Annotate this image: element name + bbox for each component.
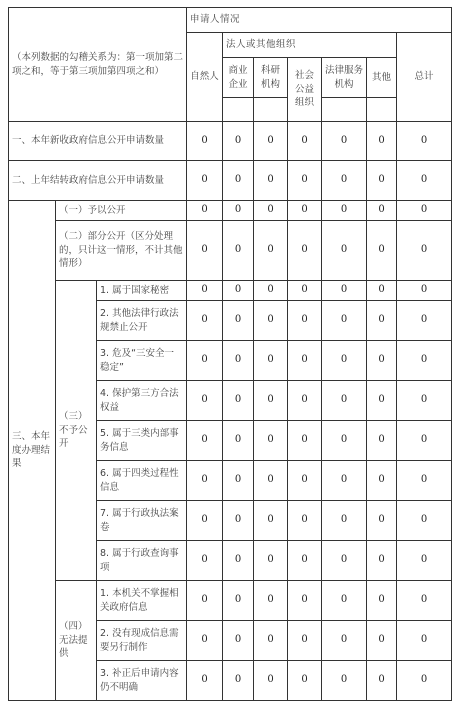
cell-value: 0 [397, 421, 452, 461]
cell-value: 0 [397, 281, 452, 301]
cell-value: 0 [187, 201, 223, 221]
legal-service-header-spacer [322, 98, 367, 122]
cell-value: 0 [223, 161, 254, 201]
cell-value: 0 [322, 421, 367, 461]
cell-value: 0 [187, 421, 223, 461]
row-label: 一、本年新收政府信息公开申请数量 [9, 122, 187, 161]
research-header-spacer [254, 98, 288, 122]
row-label: 7. 属于行政执法案卷 [97, 501, 187, 541]
cell-value: 0 [223, 301, 254, 341]
cell-value: 0 [187, 301, 223, 341]
cannot-provide-label: （四）无法提供 [56, 581, 97, 701]
cell-value: 0 [223, 661, 254, 701]
row-label: 二、上年结转政府信息公开申请数量 [9, 161, 187, 201]
row-label: （一）予以公开 [56, 201, 187, 221]
cell-value: 0 [322, 581, 367, 621]
table-row [9, 201, 452, 221]
legal-entity-group-header: 法人或其他组织 [223, 33, 397, 58]
cell-value: 0 [288, 221, 322, 281]
applicant-header: 申请人情况 [187, 8, 452, 33]
cell-value: 0 [322, 661, 367, 701]
cell-value: 0 [397, 621, 452, 661]
cell-value: 0 [322, 221, 367, 281]
cell-value: 0 [288, 201, 322, 221]
cell-value: 0 [223, 221, 254, 281]
cell-value: 0 [187, 161, 223, 201]
other-header: 其他 [367, 58, 397, 98]
cell-value: 0 [187, 541, 223, 581]
cell-value: 0 [288, 381, 322, 421]
cell-value: 0 [397, 541, 452, 581]
cell-value: 0 [187, 122, 223, 161]
info-disclosure-table [8, 7, 452, 701]
cell-value: 0 [187, 621, 223, 661]
cell-value: 0 [223, 581, 254, 621]
cell-value: 0 [288, 421, 322, 461]
cell-value: 0 [367, 341, 397, 381]
row-label: 1. 本机关不掌握相关政府信息 [97, 581, 187, 621]
table-note-header: （本列数据的勾稽关系为：第一项加第二项之和，等于第三项加第四项之和） [9, 8, 187, 122]
table-row [9, 581, 452, 621]
cell-value: 0 [223, 201, 254, 221]
cell-value: 0 [254, 161, 288, 201]
section3-label: 三、本年度办理结果 [9, 201, 56, 701]
cell-value: 0 [288, 301, 322, 341]
cell-value: 0 [223, 122, 254, 161]
cell-value: 0 [367, 581, 397, 621]
cell-value: 0 [397, 381, 452, 421]
cell-value: 0 [322, 341, 367, 381]
table-row [9, 221, 452, 281]
row-label: 3. 补正后申请内容仍不明确 [97, 661, 187, 701]
cell-value: 0 [223, 281, 254, 301]
row-label: 6. 属于四类过程性信息 [97, 461, 187, 501]
cell-value: 0 [254, 541, 288, 581]
cell-value: 0 [367, 122, 397, 161]
row-label: 8. 属于行政查询事项 [97, 541, 187, 581]
cell-value: 0 [187, 501, 223, 541]
cell-value: 0 [367, 281, 397, 301]
cell-value: 0 [322, 501, 367, 541]
total-header: 总计 [397, 33, 452, 122]
cell-value: 0 [322, 161, 367, 201]
cell-value: 0 [397, 581, 452, 621]
cell-value: 0 [187, 461, 223, 501]
cell-value: 0 [187, 341, 223, 381]
cell-value: 0 [223, 421, 254, 461]
row-label: 3. 危及“三安全一稳定” [97, 341, 187, 381]
cell-value: 0 [397, 461, 452, 501]
cell-value: 0 [288, 461, 322, 501]
cell-value: 0 [397, 201, 452, 221]
cell-value: 0 [187, 281, 223, 301]
table-row [9, 122, 452, 161]
table-row [9, 281, 452, 301]
cell-value: 0 [397, 122, 452, 161]
row-label: 5. 属于三类内部事务信息 [97, 421, 187, 461]
row-label: （二）部分公开（区分处理的，只计这一情形，不计其他情形） [56, 221, 187, 281]
cell-value: 0 [288, 581, 322, 621]
cell-value: 0 [367, 301, 397, 341]
cell-value: 0 [254, 122, 288, 161]
cell-value: 0 [322, 301, 367, 341]
social-header: 社会公益组织 [288, 58, 322, 122]
cell-value: 0 [322, 381, 367, 421]
cell-value: 0 [367, 381, 397, 421]
cell-value: 0 [254, 661, 288, 701]
cell-value: 0 [187, 221, 223, 281]
cell-value: 0 [254, 381, 288, 421]
row-label: 1. 属于国家秘密 [97, 281, 187, 301]
cell-value: 0 [254, 581, 288, 621]
cell-value: 0 [367, 621, 397, 661]
cell-value: 0 [367, 501, 397, 541]
cell-value: 0 [254, 221, 288, 281]
table-row [9, 161, 452, 201]
cell-value: 0 [187, 581, 223, 621]
cell-value: 0 [254, 461, 288, 501]
cell-value: 0 [397, 341, 452, 381]
cell-value: 0 [223, 541, 254, 581]
cell-value: 0 [254, 621, 288, 661]
cell-value: 0 [397, 161, 452, 201]
cell-value: 0 [367, 461, 397, 501]
commercial-header: 商业企业 [223, 58, 254, 98]
cell-value: 0 [397, 501, 452, 541]
natural-person-header: 自然人 [187, 33, 223, 122]
row-label: 4. 保护第三方合法权益 [97, 381, 187, 421]
cell-value: 0 [397, 661, 452, 701]
legal-service-header: 法律服务机构 [322, 58, 367, 98]
cell-value: 0 [187, 381, 223, 421]
cell-value: 0 [322, 461, 367, 501]
cell-value: 0 [322, 281, 367, 301]
cell-value: 0 [223, 461, 254, 501]
cell-value: 0 [367, 661, 397, 701]
cell-value: 0 [288, 661, 322, 701]
cell-value: 0 [367, 201, 397, 221]
research-header: 科研机构 [254, 58, 288, 98]
cell-value: 0 [367, 421, 397, 461]
cell-value: 0 [288, 541, 322, 581]
cell-value: 0 [254, 201, 288, 221]
cell-value: 0 [322, 122, 367, 161]
cell-value: 0 [367, 161, 397, 201]
cell-value: 0 [254, 281, 288, 301]
cell-value: 0 [288, 341, 322, 381]
cell-value: 0 [322, 201, 367, 221]
row-label: 2. 其他法律行政法规禁止公开 [97, 301, 187, 341]
cell-value: 0 [367, 221, 397, 281]
cell-value: 0 [187, 661, 223, 701]
row-label: 2. 没有现成信息需要另行制作 [97, 621, 187, 661]
cell-value: 0 [397, 221, 452, 281]
cell-value: 0 [322, 621, 367, 661]
cell-value: 0 [254, 501, 288, 541]
cell-value: 0 [288, 281, 322, 301]
cell-value: 0 [288, 501, 322, 541]
cell-value: 0 [223, 341, 254, 381]
cell-value: 0 [254, 301, 288, 341]
commercial-header-spacer [223, 98, 254, 122]
cell-value: 0 [367, 541, 397, 581]
cell-value: 0 [223, 621, 254, 661]
cell-value: 0 [288, 161, 322, 201]
cell-value: 0 [223, 501, 254, 541]
cell-value: 0 [254, 421, 288, 461]
cell-value: 0 [397, 301, 452, 341]
cell-value: 0 [322, 541, 367, 581]
other-header-spacer [367, 98, 397, 122]
cell-value: 0 [254, 341, 288, 381]
cell-value: 0 [288, 621, 322, 661]
cell-value: 0 [223, 381, 254, 421]
not-public-label: （三）不予公开 [56, 281, 97, 581]
cell-value: 0 [288, 122, 322, 161]
